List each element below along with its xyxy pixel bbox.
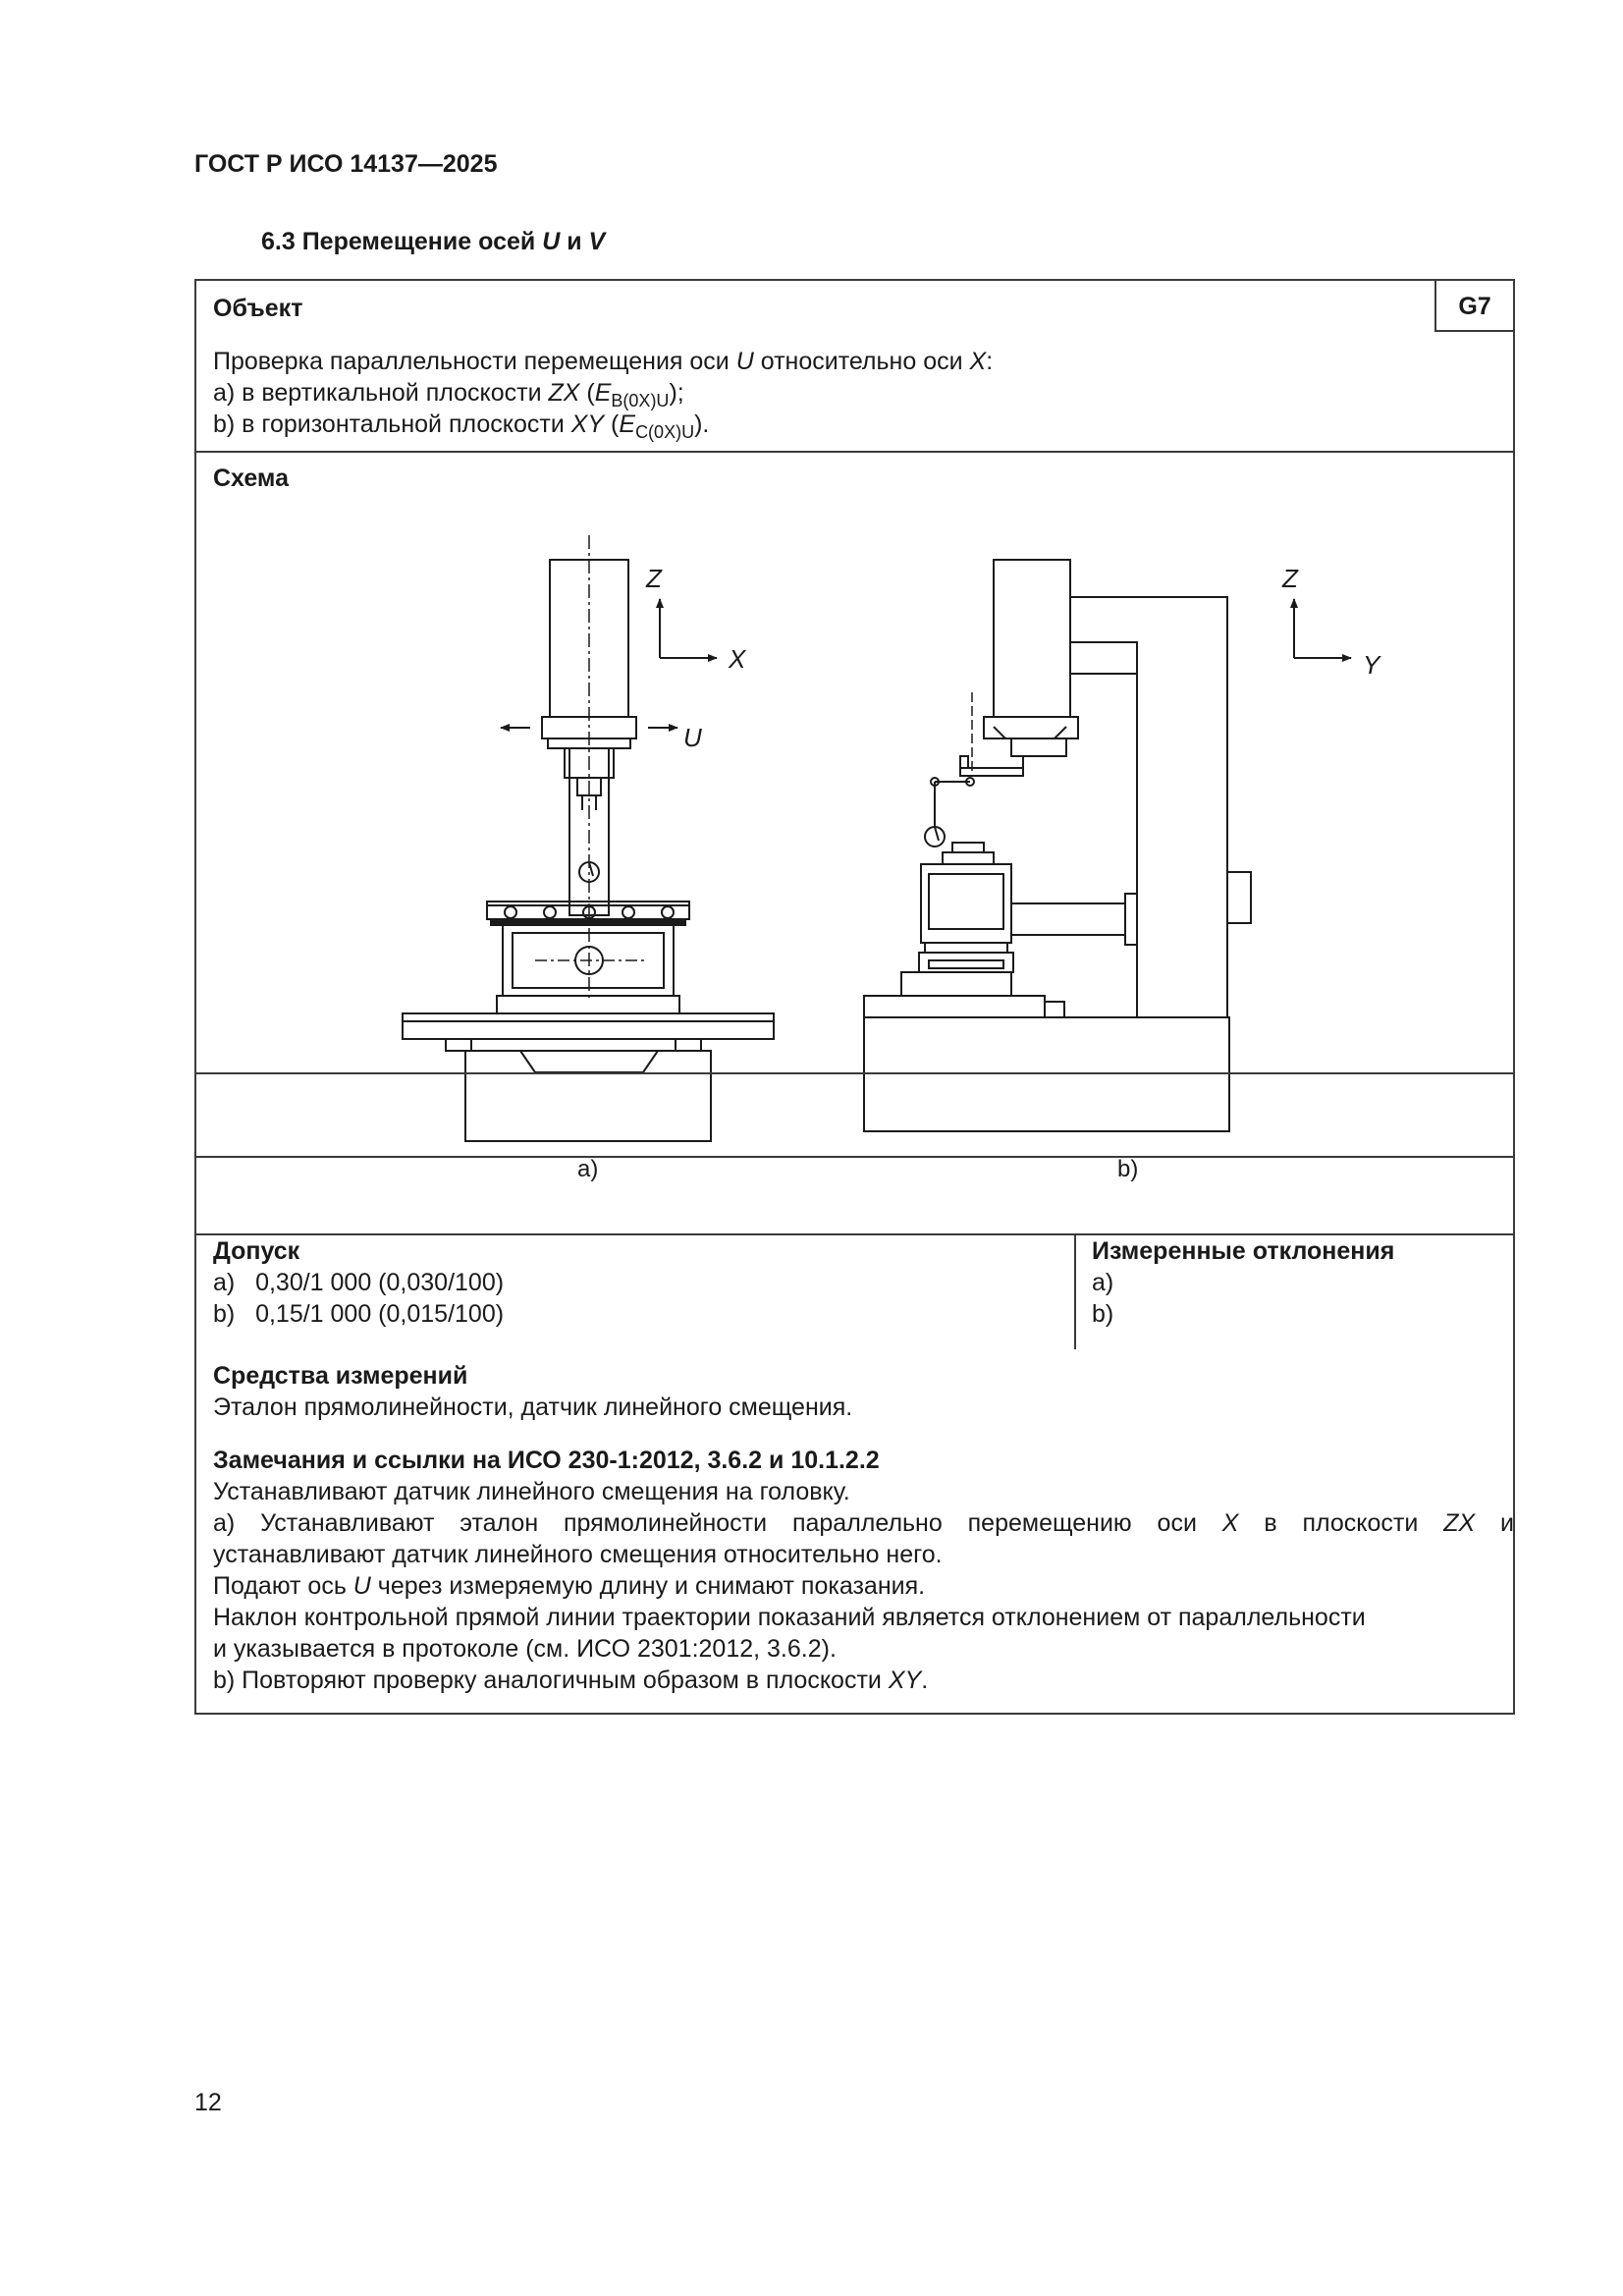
axis-v-label: V (588, 228, 606, 255)
instruments-text: Эталон прямолинейности, датчик линейного смещения. (213, 1394, 853, 1421)
tolerance-item-b: b) 0,15/1 000 (0,015/100) (213, 1300, 505, 1328)
row-divider (196, 1156, 1513, 1158)
page-number: 12 (194, 2089, 222, 2116)
remarks-line-6: и указывается в протоколе (см. ИСО 2301:2012, 3.6.2). (213, 1635, 837, 1663)
object-line-1: Проверка параллельности перемещения оси U относительно оси X: (213, 348, 994, 375)
remarks-heading: Замечания и ссылки на ИСО 230-1:2012, 3.6.2 и 10.1.2.2 (213, 1447, 880, 1474)
object-line-3: b) в горизонтальной плоскости XY $(E_{C(0X)U})$. (213, 410, 710, 442)
remarks-line-7: b) Повторяют проверку аналогичным образом в плоскости XY. (213, 1667, 929, 1694)
axis-z-label-a: Z (646, 564, 662, 593)
test-card (194, 279, 1515, 1715)
remarks-line-1: Устанавливают датчик линейного смещения на головку. (213, 1478, 850, 1505)
measured-item-b: b) (1092, 1300, 1114, 1328)
machine-front-view (403, 535, 774, 1141)
measured-heading: Измеренные отклонения (1092, 1237, 1395, 1265)
axis-x-label-a: X (729, 644, 746, 674)
tolerance-item-a: a) 0,30/1 000 (0,030/100) (213, 1269, 505, 1296)
axis-u-label: U (542, 228, 561, 255)
tolerance-heading: Допуск (213, 1237, 300, 1265)
remarks-line-4: Подают ось U через измеряемую длину и снимают показания. (213, 1572, 926, 1600)
test-code: G7 (1434, 281, 1513, 332)
object-line-2: a) в вертикальной плоскости ZX $(E_{B(0X)U})$; (213, 379, 684, 410)
row-divider (196, 1072, 1513, 1074)
figure-label-a: a) (577, 1156, 599, 1182)
section-title: 6.3 Перемещение осей U и V (261, 228, 606, 255)
remarks-line-5: Наклон контрольной прямой линии траектории показаний является отклонением от параллельности (213, 1604, 1366, 1631)
object-heading: Объект (213, 295, 303, 322)
machine-side-view (864, 560, 1251, 1131)
axis-u-label-a: U (683, 723, 702, 752)
scheme-drawing (196, 452, 1513, 1233)
scheme-heading: Схема (213, 465, 289, 492)
axis-y-label-b: Y (1363, 650, 1380, 680)
instruments-heading: Средства измерений (213, 1362, 468, 1390)
document-title: ГОСТ Р ИСО 14137—2025 (194, 150, 498, 178)
measured-item-a: a) (1092, 1269, 1114, 1296)
remarks-line-2: a) Устанавливают эталон прямолинейности параллельно перемещению оси X в плоскости ZX и (213, 1509, 1515, 1537)
remarks-line-3: устанавливают датчик линейного смещения относительно него. (213, 1541, 943, 1568)
figure-label-b: b) (1117, 1156, 1139, 1182)
column-divider (1074, 1233, 1076, 1349)
axis-z-label-b: Z (1282, 564, 1298, 593)
